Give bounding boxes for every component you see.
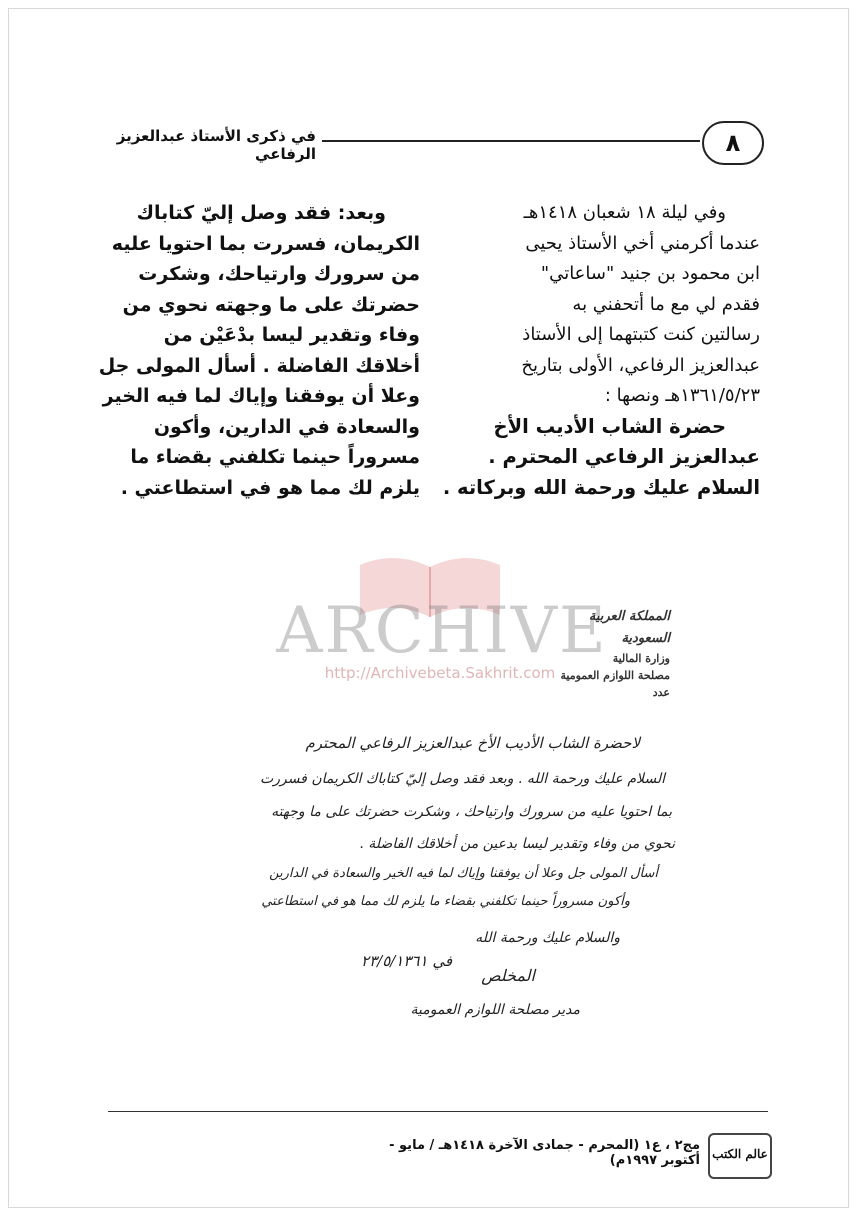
handwritten-line: نحوي من وفاء وتقدير ليسا بدعين من أخلاقك الفاضلة . — [359, 836, 675, 852]
handwritten-date: في ٢٣/٥/١٣٦١ — [361, 952, 452, 970]
letterhead — [560, 606, 670, 701]
text-line: مسروراً حينما تكلفني بقضاء ما — [130, 446, 420, 468]
text-line: وعلا أن يوفقنا وإياك لما فيه الخير — [102, 385, 420, 407]
text-line: الكريمان، فسررت بما احتويا عليه — [111, 232, 420, 255]
handwritten-line: مدير مصلحة اللوازم العمومية — [410, 1002, 580, 1018]
left-text-column — [88, 198, 420, 503]
text-line: السلام عليك ورحمة الله وبركاته . — [442, 475, 760, 499]
handwritten-line: والسلام عليك ورحمة الله — [475, 930, 620, 946]
letterhead-ministry: وزارة المالية — [612, 652, 670, 665]
handwritten-line: بما احتويا عليه من سرورك وارتياحك ، وشكرت حضرتك على ما وجهته — [271, 804, 672, 820]
letterhead-department: مصلحة اللوازم العمومية — [560, 669, 670, 682]
text-line: حضرتك على ما وجهته نحوي من — [122, 293, 420, 316]
text-line: أخلاقك الفاضلة . أسأل المولى جل — [98, 354, 420, 377]
text-line: وفي ليلة ١٨ شعبان ١٤١٨هـ — [523, 202, 726, 223]
text-line: وفاء وتقدير ليسا بدْعَيْن من — [163, 324, 420, 346]
text-line: عبدالعزيز الرفاعي، الأولى بتاريخ — [521, 354, 760, 376]
text-line: حضرة الشاب الأديب الأخ — [493, 414, 726, 438]
journal-logo: عالم الكتب — [708, 1133, 772, 1179]
handwritten-line: وأكون مسروراً حينما تكلفني بقضاء ما يلزم لك مما هو في استطاعتي — [261, 894, 630, 909]
handwritten-line: السلام عليك ورحمة الله . وبعد فقد وصل إليّ كتاباك الكريمان فسررت — [260, 771, 665, 787]
text-line: فقدم لي مع ما أتحفني به — [572, 293, 760, 315]
running-title: في ذكرى الأستاذ عبدالعزيز الرفاعي — [116, 127, 316, 163]
footer-rule — [108, 1111, 768, 1112]
text-line: يلزم لك مما هو في استطاعتي . — [120, 476, 420, 499]
text-line: ابن محمود بن جنيد "ساعاتي" — [540, 263, 760, 284]
page-number: ٨ — [702, 121, 764, 165]
header-rule — [322, 140, 700, 142]
text-line: وبعد: فقد وصل إليّ كتاباك — [136, 202, 386, 224]
text-line: رسالتين كنت كتبتهما إلى الأستاذ — [522, 324, 760, 345]
handwritten-line: أسأل المولى جل وعلا أن يوفقنا وإياك لما فيه الخير والسعادة في الدارين — [269, 866, 658, 881]
text-line: والسعادة في الدارين، وأكون — [153, 415, 420, 438]
right-text-column — [438, 198, 760, 503]
watermark-text: ARCHIVE — [276, 594, 608, 668]
watermark-url: http://Archivebeta.Sakhrit.com — [324, 664, 556, 682]
text-line: عبدالعزيز الرفاعي المحترم . — [488, 445, 760, 468]
footer-citation: مج٢ ، ع١ (المحرم - جمادى الآخرة ١٤١٨هـ / مايو - أكتوبر ١٩٩٧م) — [389, 1138, 700, 1168]
handwritten-line: لاحضرة الشاب الأديب الأخ عبدالعزيز الرفاعي المحترم — [305, 734, 640, 752]
text-line: من سرورك وارتياحك، وشكرت — [138, 263, 420, 285]
letterhead-kingdom: المملكة العربية السعودية — [588, 609, 670, 646]
handwritten-signature: المخلص — [481, 966, 535, 985]
text-line: ١٣٦١/٥/٢٣هـ ونصها : — [604, 385, 760, 406]
letterhead-number: عدد — [652, 686, 670, 699]
text-line: عندما أكرمني أخي الأستاذ يحيى — [525, 232, 760, 254]
